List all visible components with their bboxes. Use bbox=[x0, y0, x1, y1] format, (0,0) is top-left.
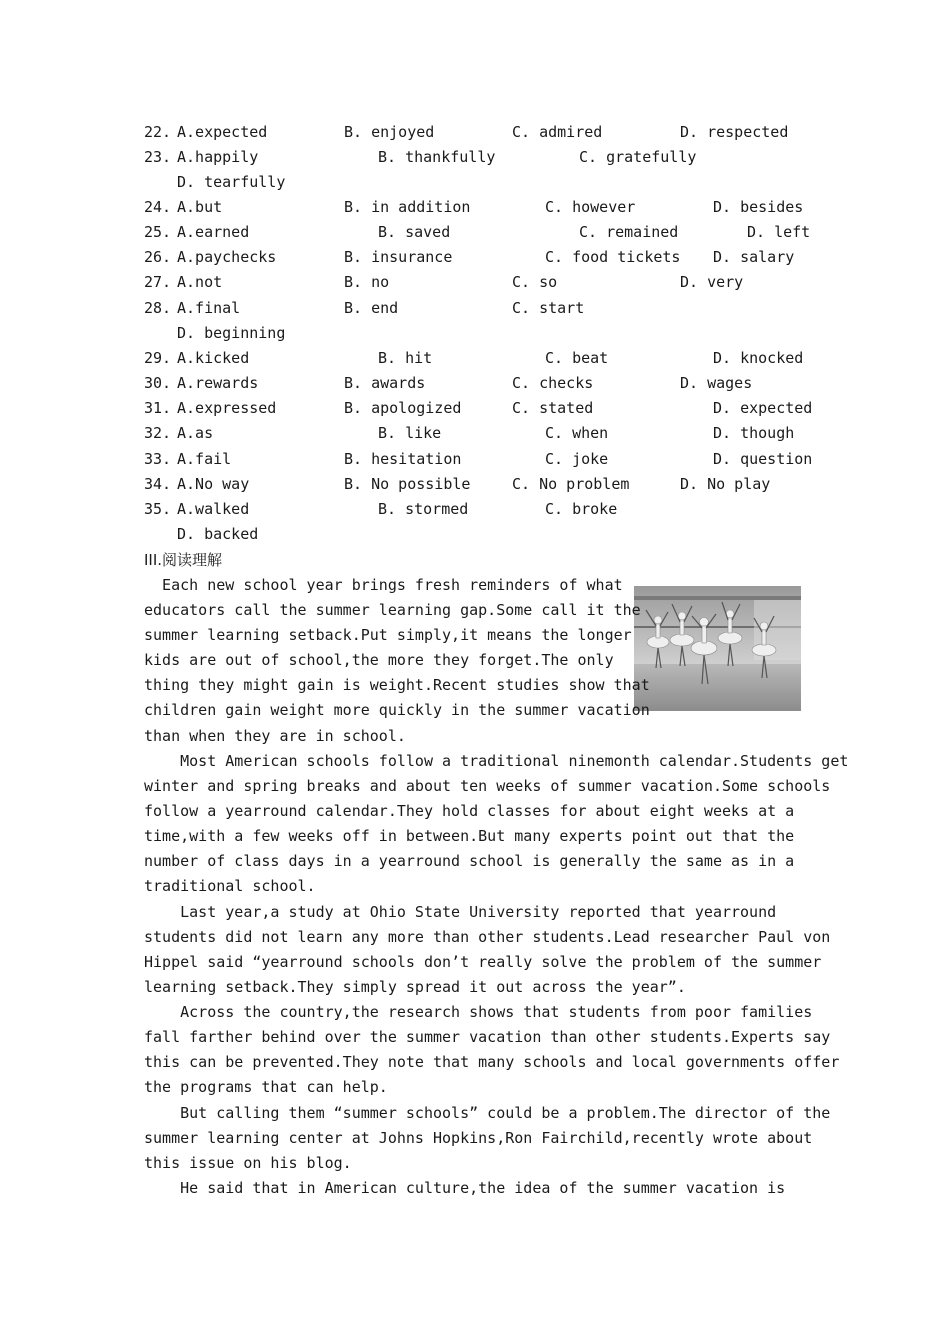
option-b: B. saved bbox=[378, 223, 451, 241]
question-31 bbox=[144, 396, 813, 421]
option-b: B. hesitation bbox=[344, 450, 462, 468]
option-d: D. tearfully bbox=[177, 173, 286, 191]
option-c: C. joke bbox=[545, 450, 609, 468]
option-a: A.expressed bbox=[177, 399, 277, 417]
option-d: D. knocked bbox=[713, 349, 804, 367]
option-a: A.fail bbox=[177, 450, 232, 468]
question-33 bbox=[144, 447, 813, 472]
question-number: 27. bbox=[144, 273, 181, 291]
option-d: D. very bbox=[680, 273, 744, 291]
option-b: B. no bbox=[344, 273, 390, 291]
option-a: A.final bbox=[177, 299, 241, 317]
option-b: B. enjoyed bbox=[344, 123, 435, 141]
option-d: D. question bbox=[713, 450, 813, 468]
option-b: B. awards bbox=[344, 374, 426, 392]
option-c: C. stated bbox=[512, 399, 594, 417]
option-c: C. so bbox=[512, 273, 558, 291]
question-30 bbox=[144, 371, 753, 396]
question-number: 34. bbox=[144, 475, 181, 493]
question-number: 35. bbox=[144, 500, 181, 518]
question-number: 28. bbox=[144, 299, 181, 317]
option-b: B. hit bbox=[378, 349, 433, 367]
passage-paragraph-6: He said that in American culture,the idea of the summer vacation is bbox=[144, 1179, 786, 1197]
option-b: B. insurance bbox=[344, 248, 453, 266]
question-28 bbox=[144, 296, 585, 321]
option-d: D. though bbox=[713, 424, 795, 442]
question-23-wrap bbox=[144, 170, 286, 195]
option-b: B. No possible bbox=[344, 475, 471, 493]
question-number: 23. bbox=[144, 148, 181, 166]
option-a: A.paychecks bbox=[177, 248, 277, 266]
option-a: A.but bbox=[177, 198, 223, 216]
option-b: B. like bbox=[378, 424, 442, 442]
section-title: III.阅读理解 bbox=[144, 551, 223, 569]
option-a: A.as bbox=[177, 424, 214, 442]
question-number: 24. bbox=[144, 198, 181, 216]
question-number: 30. bbox=[144, 374, 181, 392]
question-35-wrap bbox=[144, 522, 259, 547]
passage-paragraph-2: Most American schools follow a traditional ninemonth calendar.Students get winter and spring breaks and about ten weeks of summer vacation.Some schools follow a yearround calendar.They hold classes for about eight weeks at a time,with a few weeks off in between.But many experts point out that the number of class days in a yearround school is generally the same as in a traditional school. bbox=[144, 752, 849, 896]
ballet-photo-illustration bbox=[634, 586, 801, 711]
option-b: B. end bbox=[344, 299, 399, 317]
option-a: A.expected bbox=[177, 123, 268, 141]
option-a: A.happily bbox=[177, 148, 259, 166]
question-26 bbox=[144, 245, 795, 270]
option-c: C. when bbox=[545, 424, 609, 442]
option-d: D. beginning bbox=[177, 324, 286, 342]
question-29 bbox=[144, 346, 804, 371]
passage-paragraph-1: Each new school year brings fresh reminders of what educators call the summer learning gap.Some call it the summer learning setback.Put simply,it means the longer kids are out of school,the more they forget.The only thing they might gain is weight.Recent studies show that children gain weight more quickly in the summer vacation than when they are in school. bbox=[144, 576, 650, 745]
question-number: 31. bbox=[144, 399, 181, 417]
option-c: C. however bbox=[545, 198, 636, 216]
question-25 bbox=[144, 220, 811, 245]
option-c: C. start bbox=[512, 299, 585, 317]
option-d: D. besides bbox=[713, 198, 804, 216]
passage-paragraph-4: Across the country,the research shows that students from poor families fall farther behind over the summer vacation than other students.Experts say this can be prevented.They note that many schools and local governments offer the programs that can help. bbox=[144, 1003, 840, 1097]
option-c: C. food tickets bbox=[545, 248, 681, 266]
passage-paragraph-3: Last year,a study at Ohio State University reported that yearround students did not learn any more than other students.Lead researcher Paul von Hippel said “yearround schools don’t really solve the problem of the summer learning setback.They simply spread it out across the year”. bbox=[144, 903, 831, 997]
option-a: A.not bbox=[177, 273, 223, 291]
question-number: 32. bbox=[144, 424, 181, 442]
option-b: B. stormed bbox=[378, 500, 469, 518]
option-c: C. No problem bbox=[512, 475, 630, 493]
option-d: D. expected bbox=[713, 399, 813, 417]
question-22 bbox=[144, 120, 789, 145]
option-d: D. salary bbox=[713, 248, 795, 266]
question-27 bbox=[144, 270, 744, 295]
option-d: D. backed bbox=[177, 525, 259, 543]
option-a: A.walked bbox=[177, 500, 250, 518]
option-a: A.rewards bbox=[177, 374, 259, 392]
option-a: A.No way bbox=[177, 475, 250, 493]
question-23 bbox=[144, 145, 697, 170]
option-a: A.earned bbox=[177, 223, 250, 241]
option-a: A.kicked bbox=[177, 349, 250, 367]
option-c: C. admired bbox=[512, 123, 603, 141]
option-b: B. thankfully bbox=[378, 148, 496, 166]
question-number: 33. bbox=[144, 450, 181, 468]
question-number: 25. bbox=[144, 223, 181, 241]
option-c: C. checks bbox=[512, 374, 594, 392]
question-24 bbox=[144, 195, 804, 220]
option-d: D. No play bbox=[680, 475, 771, 493]
option-b: B. apologized bbox=[344, 399, 462, 417]
passage-paragraph-5: But calling them “summer schools” could be a problem.The director of the summer learning center at Johns Hopkins,Ron Fairchild,recently wrote about this issue on his blog. bbox=[144, 1104, 831, 1173]
question-number: 22. bbox=[144, 123, 181, 141]
option-c: C. remained bbox=[579, 223, 679, 241]
option-d: D. wages bbox=[680, 374, 753, 392]
question-34 bbox=[144, 472, 771, 497]
question-number: 26. bbox=[144, 248, 181, 266]
option-d: D. respected bbox=[680, 123, 789, 141]
question-32 bbox=[144, 421, 795, 446]
question-28-wrap bbox=[144, 321, 286, 346]
question-number: 29. bbox=[144, 349, 181, 367]
ballet-dancers-photo bbox=[634, 586, 801, 711]
option-c: C. broke bbox=[545, 500, 618, 518]
option-c: C. beat bbox=[545, 349, 609, 367]
option-c: C. gratefully bbox=[579, 148, 697, 166]
question-35 bbox=[144, 497, 618, 522]
option-b: B. in addition bbox=[344, 198, 471, 216]
option-d: D. left bbox=[747, 223, 811, 241]
